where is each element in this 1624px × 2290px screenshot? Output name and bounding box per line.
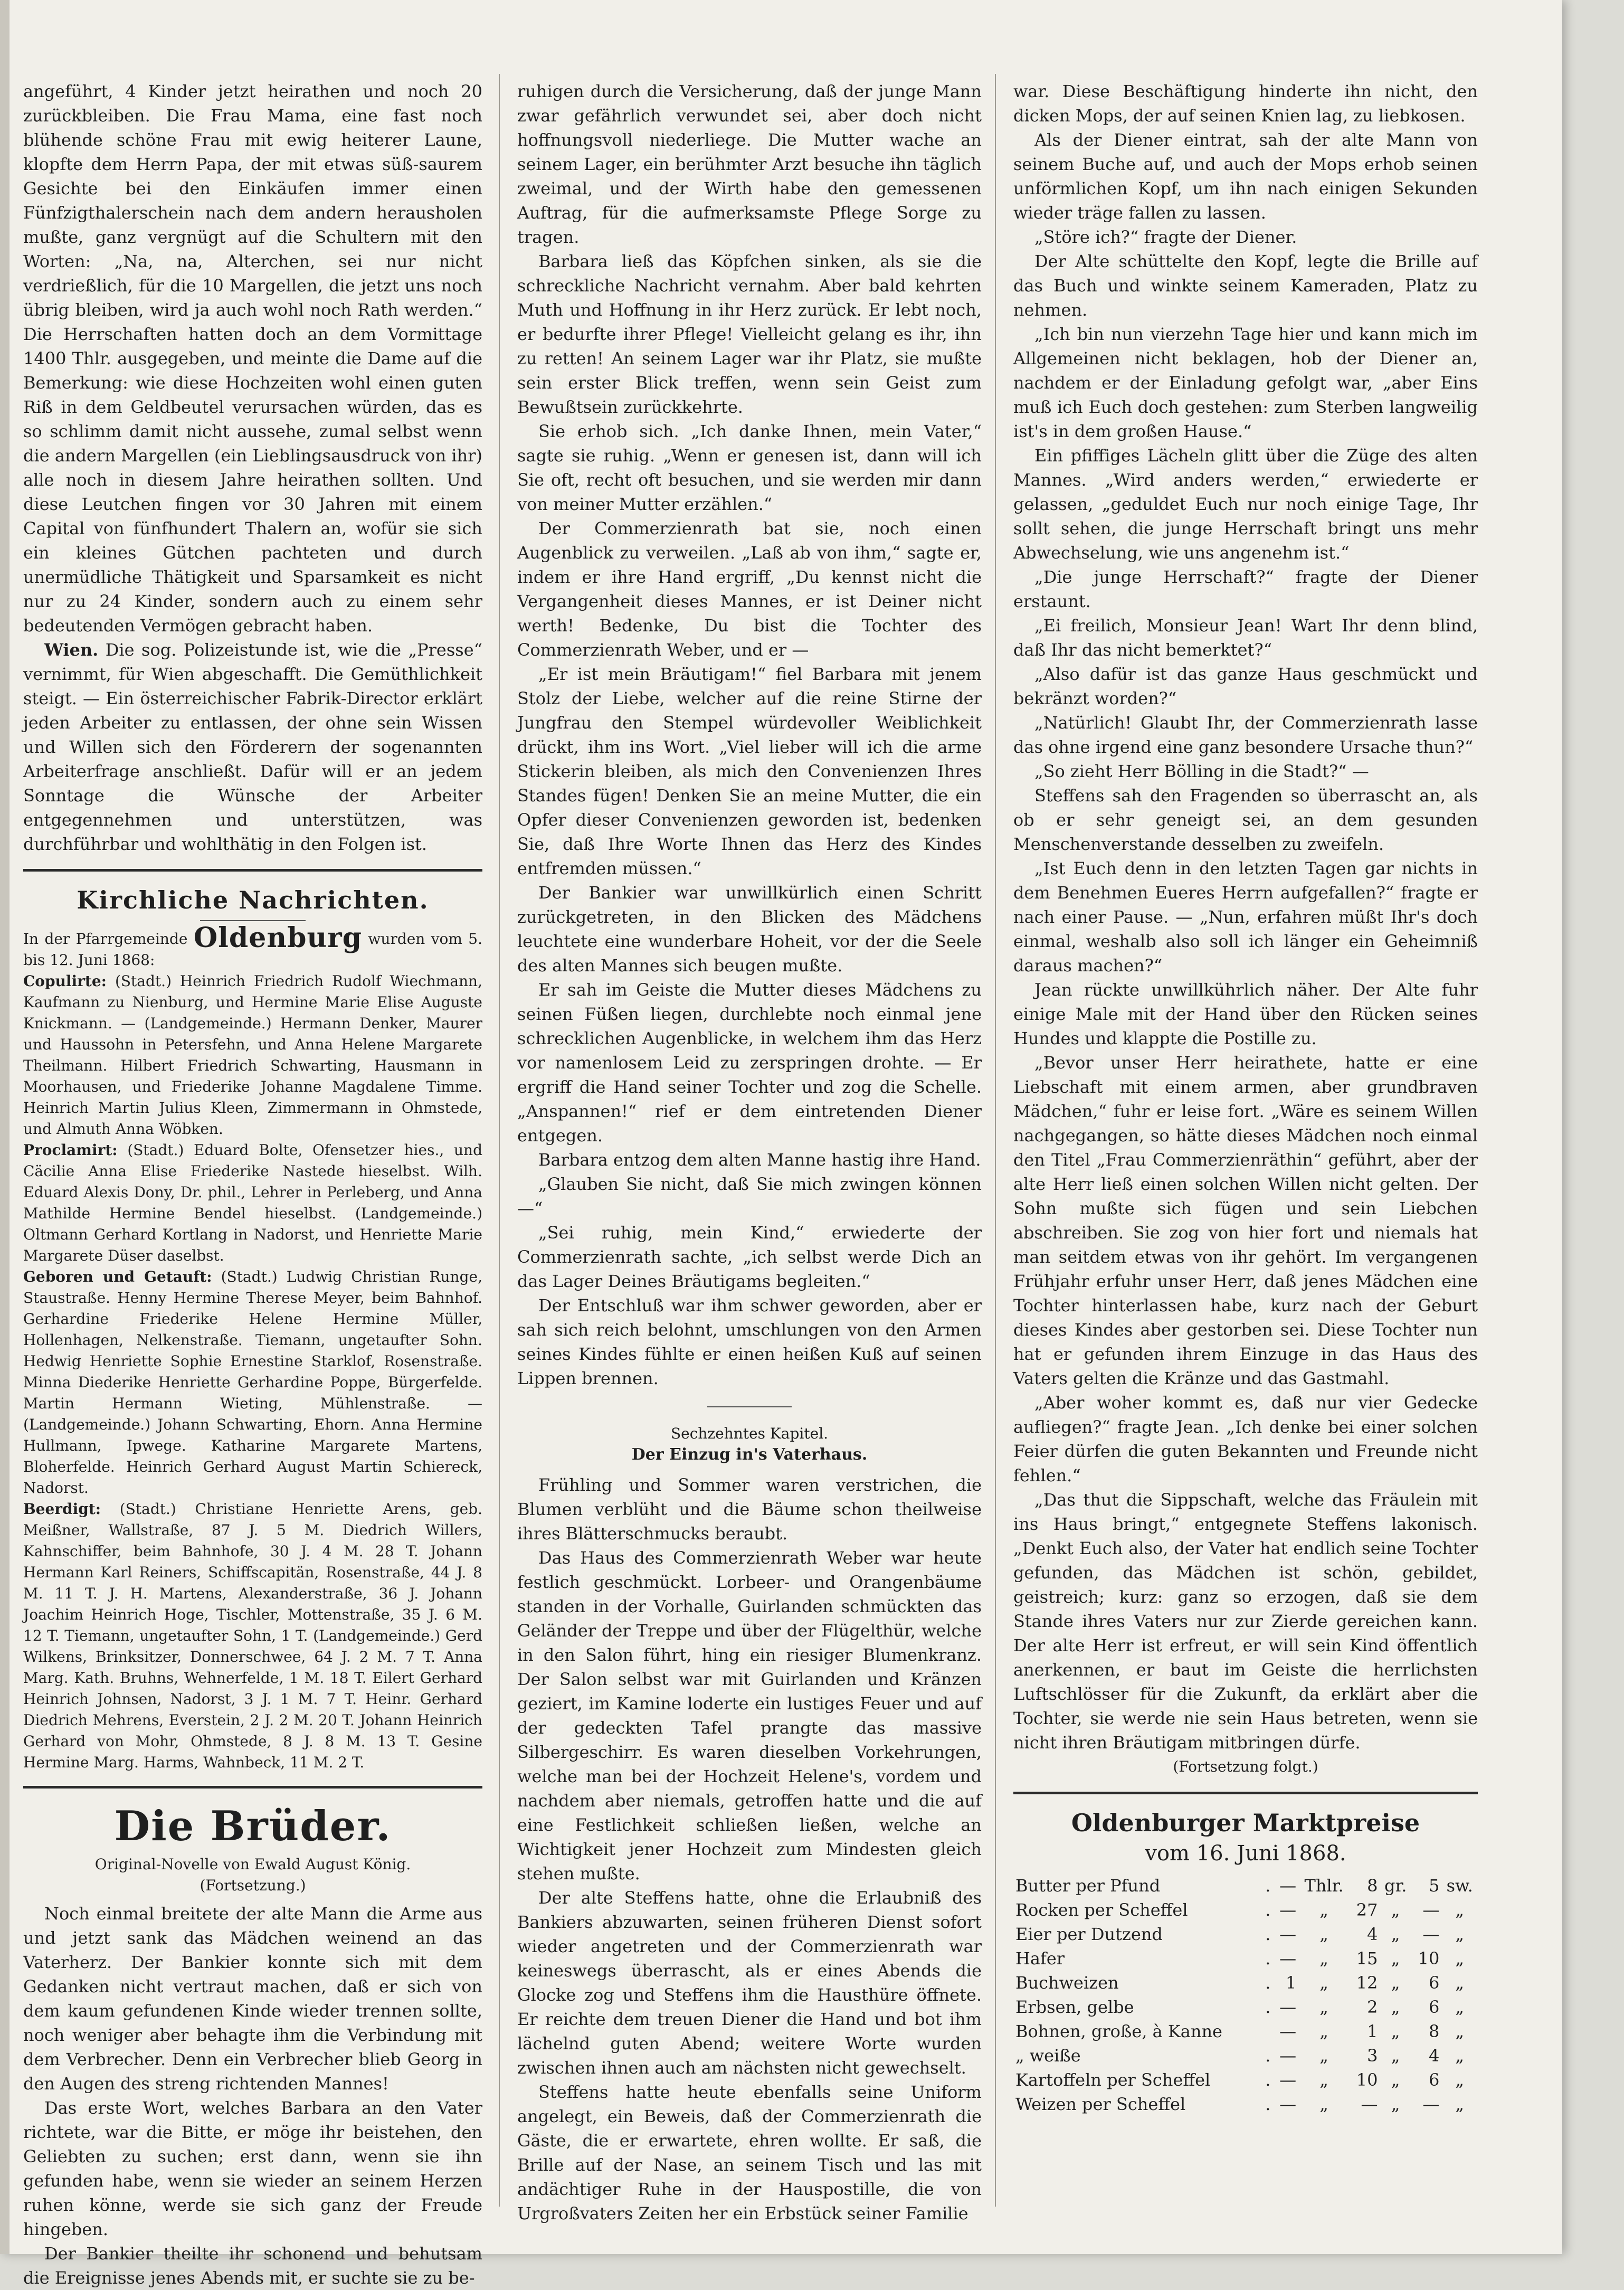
price-item: Hafer	[1015, 1948, 1065, 1969]
novel-paragraph: „Er ist mein Bräutigam!“ fiel Barbara mit jenem Stolz der Liebe, welcher auf die reine Stirne der Jungfrau den Stempel würdevoller Weiblichkeit drückt, ihm ins Wort. „Viel lieber will ich die arme Stickerin bleiben, als mich den Convenienzen Ihres Standes fügen! Denken Sie an meine Mutter, die ein Opfer dieser Convenienzen geworden ist, bedenken Sie, daß Ihre Worte Ihnen das Herz des Kindes entfremden müssen.“	[517, 664, 982, 878]
column-2	[517, 79, 982, 2226]
price-schwaren: 5	[1428, 1876, 1440, 1896]
novel-paragraph: Der Entschluß war ihm schwer geworden, aber er sah sich reich belohnt, umschlungen von den Armen seines Kindes fühlte er einen heißen Kuß auf seinen Lippen brennen.	[517, 1295, 982, 1388]
price-groschen-unit: „	[1391, 1973, 1400, 1993]
price-schwaren-unit: „	[1455, 2021, 1464, 2041]
novel-paragraph: Das erste Wort, welches Barbara an den Vater richtete, war die Bitte, er möge ihr beistehen, den Geliebten zu suchen; erst dann, wenn sie ihn gefunden habe, wenn sie wieder an seinem Herzen ruhen könne, werde sie sich ganz der Freude hingeben.	[23, 2098, 482, 2239]
novel-continuation: (Fortsetzung.)	[200, 1877, 306, 1894]
price-groschen-unit: „	[1391, 1948, 1400, 1969]
price-thaler: —	[1279, 2021, 1297, 2041]
chapter-title: Der Einzug in's Vaterhaus.	[631, 1445, 868, 1464]
price-groschen: 12	[1356, 1973, 1378, 1993]
price-thaler: —	[1279, 1948, 1297, 1969]
market-date: vom 16. Juni 1868.	[1145, 1841, 1346, 1866]
novel-paragraph: Der Commerzienrath bat sie, noch einen Augenblick zu verweilen. „Laß ab von ihm,“ sagte er, indem er ihre Hand ergriff, „Du kennst nicht die Vergangenheit dieses Mannes, er ist Deiner nicht werth! Bedenke, Du bist die Tochter des Commerzienrath Weber, und er —	[517, 518, 982, 660]
price-item: Erbsen, gelbe	[1015, 1997, 1134, 2017]
price-groschen: —	[1361, 2094, 1378, 2114]
novel-paragraph: „Ist Euch denn in den letzten Tagen gar nichts in dem Benehmen Eueres Herrn aufgefallen?“ fragte er nach einer Pause. — „Nun, erfahren müßt Ihr's doch einmal, weshalb also soll ich länger ein Geheimniß daraus machen?“	[1013, 858, 1478, 976]
church-dateline: In der Pfarrgemeinde Oldenburg wurden vom 5. bis 12. Juni 1868:	[23, 922, 482, 969]
church-section: Copulirte: (Stadt.) Heinrich Friedrich Rudolf Wiechmann, Kaufmann zu Nienburg, und Hermine Marie Elise Auguste Knickmann. — (Landgemeinde.) Hermann Denker, Maurer und Haussohn in Petersfehn, und Anna Helene Margarete Theilmann. Hilbert Friedrich Schwarting, Hausmann in Moorhausen, und Friederike Johanne Magdalene Timme. Heinrich Martin Julius Kleen, Zimmermann in Ohmstede, und Almuth Anna Wöbken.	[23, 972, 482, 1138]
price-groschen: 1	[1367, 2021, 1378, 2041]
column-1	[23, 79, 482, 2290]
price-groschen-unit: „	[1391, 2094, 1400, 2114]
church-news-title: Kirchliche Nachrichten.	[77, 886, 429, 914]
novel-paragraph: Noch einmal breitete der alte Mann die Arme aus und jetzt sank das Mädchen weinend an das Vaterherz. Der Bankier konnte sich mit dem Gedanken nicht vertraut machen, daß er sich von dem kaum gefundenen Kinde wieder trennen sollte, noch weniger aber behagte ihm die Verbindung mit dem Verbrecher. Denn ein Verbrecher blieb Georg in den Augen des streng richtenden Mannes!	[23, 1904, 482, 2094]
church-section: Beerdigt: (Stadt.) Christiane Henriette Arens, geb. Meißner, Wallstraße, 87 J. 5 M. Diedrich Willers, Kahnschiffer, beim Bahnhofe, 30 J. 4 M. 28 T. Johann Hermann Karl Reiners, Schiffscapitän, Rosenstraße, 44 J. 8 M. 11 T. J. H. Martens, Alexanderstraße, 36 J. Johann Joachim Heinrich Hoge, Tischler, Mottenstraße, 35 J. 6 M. 12 T. Tiemann, ungetaufter Sohn, 1 T. (Landgemeinde.) Gerd Wilkens, Brinksitzer, Donnerschwee, 64 J. 2 M. 7 T. Anna Marg. Kath. Bruhns, Wehnerfelde, 1 M. 18 T. Eilert Gerhard Heinrich Johnsen, Nadorst, 3 J. 1 M. 7 T. Heinr. Gerhard Diedrich Mehrens, Everstein, 2 J. 2 M. 20 T. Johann Heinrich Gerhard von Mohr, Ohmstede, 8 J. 8 M. 13 T. Gesine Hermine Marg. Harms, Wahnbeck, 11 M. 2 T.	[23, 1500, 482, 1771]
price-item: „ weiße	[1015, 2046, 1081, 2066]
novel-paragraph: „Die junge Herrschaft?“ fragte der Diener erstaunt.	[1013, 567, 1478, 611]
novel-paragraph: Steffens hatte heute ebenfalls seine Uniform angelegt, ein Beweis, daß der Commerzienrath die Gäste, die er erwartete, ehren wollte. Er saß, die Brille auf der Nase, an seinem Tisch und las mit andächtiger Ruhe in der Hauspostille, die von Urgroßvaters Zeiten her ein Erbstück seiner Familie	[517, 2082, 982, 2223]
church-section: Proclamirt: (Stadt.) Eduard Bolte, Ofensetzer hies., und Cäcilie Anna Elise Friederike Nastede hieselbst. Wilh. Eduard Alexis Dony, Dr. phil., Lehrer in Perleberg, und Anna Mathilde Hermine Bendel hieselbst. (Landgemeinde.) Oltmann Gerhard Kortlang in Nadorst, und Henriette Marie Margarete Düser daselbst.	[23, 1141, 482, 1264]
price-groschen: 15	[1356, 1948, 1378, 1969]
price-schwaren-unit: „	[1455, 1948, 1464, 1969]
price-schwaren-unit: „	[1455, 1997, 1464, 2017]
price-thaler: —	[1279, 2070, 1297, 2090]
price-groschen: 8	[1367, 1876, 1378, 1896]
market-price-table	[1013, 1873, 1478, 2116]
novel-paragraph: „Sei ruhig, mein Kind,“ erwiederte der Commerzienrath sachte, „ich selbst werde Dich an das Lager Deines Bräutigams begleiten.“	[517, 1223, 982, 1291]
price-item: Butter per Pfund	[1015, 1876, 1161, 1896]
price-groschen-unit: gr.	[1384, 1876, 1407, 1896]
novel-paragraph: „Ich bin nun vierzehn Tage hier und kann mich im Allgemeinen nicht beklagen, hob der Diener an, nachdem er der Einladung gefolgt war, „aber Eins muß ich Euch doch gestehen: zum Sterben langweilig ist's in dem großen Hause.“	[1013, 324, 1478, 441]
price-groschen-unit: „	[1391, 1997, 1400, 2017]
price-groschen: 10	[1356, 2070, 1378, 2090]
novel-paragraph: „So zieht Herr Bölling in die Stadt?“ —	[1034, 761, 1369, 781]
price-dots: .	[1265, 1973, 1271, 1993]
novel-paragraph: Jean rückte unwillkührlich näher. Der Alte fuhr einige Male mit der Hand über den Rücken seines Hundes und klappte die Postille zu.	[1013, 980, 1478, 1048]
novel-paragraph: „Das thut die Sippschaft, welche das Fräulein mit ins Haus bringt,“ entgegnete Steffens lakonisch. „Denkt Euch also, der Vater hat endlich seine Tochter gefunden, das Mädchen ist schön, gebildet, geistreich; kurz: ganz so erzogen, daß sie dem Stande ihres Vaters nur zur Zierde gereichen kann. Der alte Herr ist erfreut, er will sein Kind öffentlich anerkennen, er baut im Geiste die herrlichsten Luftschlösser für die Zukunft, da erklärt aber die Tochter, sie werde nie sein Haus betreten, wenn sie nicht ihren Bräutigam mitbringen dürfe.	[1013, 1490, 1478, 1753]
price-groschen-unit: „	[1391, 1924, 1400, 1944]
price-thaler: —	[1279, 1876, 1297, 1896]
novel-paragraph: Steffens sah den Fragenden so überrascht an, als ob er sehr geneigt sei, an dem gesunden Menschenverstande desselben zu zweifeln.	[1013, 786, 1478, 854]
price-item: Eier per Dutzend	[1015, 1924, 1163, 1944]
novel-author: Original-Novelle von Ewald August König.	[94, 1856, 411, 1873]
price-thaler: —	[1279, 1924, 1297, 1944]
price-thaler-unit: „	[1319, 2046, 1328, 2066]
section-rule	[1013, 1792, 1478, 1794]
price-schwaren: 4	[1428, 2046, 1440, 2066]
novel-paragraph: „Störe ich?“ fragte der Diener.	[1034, 227, 1297, 247]
novel-paragraph: Er sah im Geiste die Mutter dieses Mädchens zu seinen Füßen liegen, durchlebte noch einmal jene schrecklichen Augenblicke, in welchem ihm das Herz vor namenlosem Leid zu zerspringen drohte. — Er ergriff die Hand seiner Tochter und zog die Schelle. „Anspannen!“ rief er dem eintretenden Diener entgegen.	[517, 980, 982, 1146]
price-dots: .	[1265, 1924, 1271, 1944]
price-thaler-unit: „	[1319, 1973, 1328, 1993]
price-schwaren-unit: sw.	[1446, 1876, 1473, 1896]
novel-paragraph: ruhigen durch die Versicherung, daß der junge Mann zwar gefährlich verwundet sei, aber doch nicht hoffnungsvoll niederliege. Die Mutter wache an seinem Lager, ein berühmter Arzt besuche ihn täglich zweimal, und der Wirth habe den gemessenen Auftrag, für die aufmerksamste Pflege Sorge zu tragen.	[517, 81, 982, 247]
price-dots: .	[1265, 2046, 1271, 2066]
price-thaler-unit: „	[1319, 1997, 1328, 2017]
price-schwaren-unit: „	[1455, 1900, 1464, 1920]
novel-paragraph: Der alte Steffens hatte, ohne die Erlaubniß des Bankiers abzuwarten, seinen früheren Dienst sofort wieder angetreten und der Commerzienrath war keineswegs überrascht, als er eines Abends die Glocke zog und Steffens ihm die Hausthüre öffnete. Er reichte dem treuen Diener die Hand und bot ihm lächelnd guten Abend; weitere Worte wurden zwischen ihnen auch am nächsten nicht gewechselt.	[517, 1888, 982, 2078]
price-row	[1013, 1873, 1478, 1898]
novel-paragraph: Barbara entzog dem alten Manne hastig ihre Hand.	[538, 1150, 981, 1170]
price-schwaren-unit: „	[1455, 2094, 1464, 2114]
price-schwaren: 6	[1428, 2070, 1440, 2090]
title-rule	[200, 920, 306, 921]
price-groschen-unit: „	[1391, 2046, 1400, 2066]
price-dots: .	[1265, 1876, 1271, 1896]
church-city: Oldenburg	[193, 922, 363, 954]
market-title: Oldenburger Marktpreise	[1071, 1809, 1420, 1837]
column-divider	[995, 74, 996, 2207]
price-groschen: 27	[1356, 1900, 1378, 1920]
price-row	[1013, 1971, 1478, 1995]
price-dots: .	[1265, 1997, 1271, 2017]
price-thaler: —	[1279, 2046, 1297, 2066]
price-dots: .	[1265, 2094, 1271, 2114]
price-schwaren: —	[1422, 1924, 1440, 1944]
novel-paragraph: Der Bankier theilte ihr schonend und behutsam die Ereignisse jenes Abends mit, er suchte sie zu be-	[23, 2244, 482, 2288]
novel-paragraph: „Natürlich! Glaubt Ihr, der Commerzienrath lasse das ohne irgend eine ganz besondere Ursache thun?“	[1013, 713, 1478, 757]
novel-paragraph: Als der Diener eintrat, sah der alte Mann von seinem Buche auf, und auch der Mops erhob seinen unförmlichen Kopf, um ihn nach einigen Sekunden wieder träge fallen zu lassen.	[1013, 130, 1478, 223]
novel-paragraph: „Glauben Sie nicht, daß Sie mich zwingen können —“	[517, 1174, 982, 1218]
price-schwaren: —	[1422, 2094, 1440, 2114]
wien-paragraph	[23, 638, 482, 856]
price-dots: .	[1265, 1900, 1271, 1920]
chapter-number: Sechzehntes Kapitel.	[670, 1425, 829, 1442]
church-section: Geboren und Getauft: (Stadt.) Ludwig Christian Runge, Staustraße. Henny Hermine Therese Meyer, beim Bahnhof. Gerhardine Friederike Helene Hermine Müller, Hollenhagen, Nelkenstraße. Tiemann, ungetaufter Sohn. Hedwig Henriette Sophie Ernestine Starklof, Rosenstraße. Minna Diederike Henriette Gerhardine Poppe, Bürgerfelde. Martin Hermann Wieting, Mühlenstraße. — (Landgemeinde.) Johann Schwarting, Ehorn. Anna Hermine Hullmann, Ipwege. Katharine Margarete Martens, Bloherfelde. Heinrich Gerhard August Martin Schiereck, Nadorst.	[23, 1268, 482, 1497]
price-thaler-unit: „	[1319, 2021, 1328, 2041]
novel-title: Die Brüder.	[114, 1802, 392, 1850]
wien-runin: Wien.	[44, 640, 99, 660]
price-item: Buchweizen	[1015, 1973, 1119, 1993]
price-schwaren: 6	[1428, 1973, 1440, 1993]
price-thaler: —	[1279, 2094, 1297, 2114]
price-thaler: —	[1279, 1900, 1297, 1920]
price-groschen-unit: „	[1391, 1900, 1400, 1920]
continued-note: (Fortsetzung folgt.)	[1173, 1758, 1318, 1775]
article-paragraph: angeführt, 4 Kinder jetzt heirathen und noch 20 zurückbleiben. Die Frau Mama, eine fast noch blühende schöne Frau mit ewig heiterer Laune, klopfte dem Herrn Papa, der mit etwas süß-saurem Gesichte bei den Einkäufen immer einen Fünfzigthalerschein nach dem andern herausholen mußte, ganz vergnügt auf die Schultern mit den Worten: „Na, na, Alterchen, sei nur nicht verdrießlich, für die 10 Margellen, die jetzt uns noch übrig bleiben, wird ja auch wohl noch Rath werden.“ Die Herrschaften hatten doch an dem Vormittage 1400 Thlr. ausgegeben, und meinte die Dame auf die Bemerkung: wie diese Hochzeiten wohl einen guten Riß in dem Geldbeutel verursachen würden, das es so schlimm damit nicht aussehe, zumal selbst wenn die andern Margellen (ein Lieblingsausdruck von ihr) alle noch in diesem Jahre heirathen sollten. Und diese Leutchen fingen vor 30 Jahren mit einem Capital von fünfhundert Thalern an, wofür sie sich ein kleines Gütchen pachteten und durch unermüdliche Thätigkeit und Sparsamkeit es nicht nur zu 24 Kinder, sondern auch zu einem sehr bedeutenden Vermögen gebracht haben.	[23, 81, 482, 636]
price-row	[1013, 2019, 1478, 2043]
price-groschen-unit: „	[1391, 2070, 1400, 2090]
novel-paragraph: war. Diese Beschäftigung hinderte ihn nicht, den dicken Mops, der auf seinen Knien lag, zu liebkosen.	[1013, 81, 1478, 126]
price-row	[1013, 1995, 1478, 2019]
price-schwaren: 6	[1428, 1997, 1440, 2017]
price-row	[1013, 2043, 1478, 2068]
price-item: Bohnen, große, à Kanne	[1015, 2021, 1222, 2041]
price-thaler-unit: „	[1319, 1924, 1328, 1944]
chapter-rule	[707, 1406, 792, 1407]
price-groschen: 2	[1367, 1997, 1378, 2017]
novel-paragraph: Ein pfiffiges Lächeln glitt über die Züge des alten Mannes. „Wird anders werden,“ erwiederte er gelassen, „geduldet Euch nur noch einige Tage, Ihr sollt sehen, die junge Herrschaft bringt uns mehr Abwechselung, wie uns angenehm ist.“	[1013, 446, 1478, 563]
novel-paragraph: Barbara ließ das Köpfchen sinken, als sie die schreckliche Nachricht vernahm. Aber bald kehrten Muth und Hoffnung in ihr Herz zurück. Er lebt noch, er bedurfte ihrer Pflege! Vielleicht gelang es ihr, ihn zu retten! An seinem Lager war ihr Platz, sie mußte sein erster Blick treffen, wenn sein Geist zum Bewußtsein zurückkehrte.	[517, 251, 982, 417]
novel-paragraph: „Also dafür ist das ganze Haus geschmückt und bekränzt worden?“	[1013, 664, 1478, 708]
price-row	[1013, 2092, 1478, 2116]
novel-paragraph: „Aber woher kommt es, daß nur vier Gedecke aufliegen?“ fragte Jean. „Ich denke bei einer solchen Feier dürfen die guten Bekannten und Freunde nicht fehlen.“	[1013, 1393, 1478, 1485]
novel-paragraph: Frühling und Sommer waren verstrichen, die Blumen verblüht und die Bäume schon theilweise ihres Blätterschmucks beraubt.	[517, 1475, 982, 1544]
section-rule	[23, 869, 482, 872]
novel-paragraph: Das Haus des Commerzienrath Weber war heute festlich geschmückt. Lorbeer- und Orangenbäume standen in der Vorhalle, Guirlanden schmückten das Geländer der Treppe und über der Flügelthür, welche in den Salon führt, hing ein riesiger Blumenkranz. Der Salon selbst war mit Guirlanden und Kränzen geziert, im Kamine loderte ein lustiges Feuer und auf der gedeckten Tafel prangte das massive Silbergeschirr. Es waren dieselben Vorkehrungen, welche man bei der Hochzeit Helene's, vordem und nachdem aber niemals, getroffen hatte und die auf eine Festlichkeit schließen ließen, welche an Wichtigkeit jener Hochzeit zum Mindesten gleich stehen mußte.	[517, 1548, 982, 1884]
price-thaler-unit: Thlr.	[1304, 1876, 1344, 1896]
price-item: Weizen per Scheffel	[1015, 2094, 1186, 2114]
price-schwaren: 10	[1418, 1948, 1440, 1969]
price-schwaren-unit: „	[1455, 1924, 1464, 1944]
price-dots: .	[1265, 1948, 1271, 1969]
column-divider	[499, 74, 500, 2207]
price-row	[1013, 1946, 1478, 1971]
price-thaler-unit: „	[1319, 1948, 1328, 1969]
novel-paragraph: Der Alte schüttelte den Kopf, legte die Brille auf das Buch und winkte seinem Kameraden, Platz zu nehmen.	[1013, 251, 1478, 320]
price-schwaren: 8	[1428, 2021, 1440, 2041]
novel-paragraph: Der Bankier war unwillkürlich einen Schritt zurückgetreten, in den Blicken des Mädchens leuchtete eine wunderbare Hoheit, vor der die Seele des alten Mannes sich beugen mußte.	[517, 883, 982, 976]
price-schwaren-unit: „	[1455, 1973, 1464, 1993]
price-thaler-unit: „	[1319, 2094, 1328, 2114]
price-row	[1013, 2068, 1478, 2092]
price-item: Kartoffeln per Scheffel	[1015, 2070, 1211, 2090]
price-groschen: 3	[1367, 2046, 1378, 2066]
novel-paragraph: „Bevor unser Herr heirathete, hatte er eine Liebschaft mit einem armen, aber grundbraven Mädchen,“ fuhr er leise fort. „Wäre es seinem Willen nachgegangen, so hätte dieses Mädchen noch einmal den Titel „Frau Commerzienräthin“ geführt, aber der alte Herr ließ einen solchen Willen nicht gelten. Der Sohn mußte sich fügen und sein Liebchen abschreiben. Sie zog von hier fort und niemals hat man seitdem etwas von ihr gehört. Im vergangenen Frühjahr erfuhr unser Herr, daß jenes Mädchen eine Tochter hinterlassen habe, kurz nach der Geburt dieses Kindes aber gestorben sei. Diese Tochter nun hat er gefunden ihrem Einzuge in das Haus des Vaters gelten die Kränze und das Gastmahl.	[1013, 1053, 1478, 1388]
price-schwaren-unit: „	[1455, 2046, 1464, 2066]
price-schwaren: —	[1422, 1900, 1440, 1920]
column-3	[1013, 79, 1478, 2116]
price-thaler-unit: „	[1319, 2070, 1328, 2090]
price-item: Rocken per Scheffel	[1015, 1900, 1188, 1920]
price-dots: .	[1265, 2070, 1271, 2090]
price-groschen: 4	[1367, 1924, 1378, 1944]
wien-text: Die sog. Polizeistunde ist, wie die „Presse“ vernimmt, für Wien abgeschafft. Die Gemüthlichkeit steigt. — Ein österreichischer Fabrik-Director erklärt jeden Arbeiter zu entlassen, der ohne sein Wissen und Willen sich den Förderern der sogenannten Arbeiterfrage anschließt. Dafür will er an jedem Sonntage die Wünsche der Arbeiter entgegennehmen und unterstützen, was durchführbar und wohlthätig in den Folgen ist.	[23, 640, 482, 854]
price-thaler: 1	[1285, 1973, 1297, 1993]
price-groschen-unit: „	[1391, 2021, 1400, 2041]
novel-paragraph: „Ei freilich, Monsieur Jean! Wart Ihr denn blind, daß Ihr das nicht bemerktet?“	[1013, 616, 1478, 660]
novel-paragraph: Sie erhob sich. „Ich danke Ihnen, mein Vater,“ sagte sie ruhig. „Wenn er genesen ist, dann will ich Sie oft, recht oft besuchen, und sie werden mir dann von meiner Mutter erzählen.“	[517, 421, 982, 514]
price-thaler: —	[1279, 1997, 1297, 2017]
price-row	[1013, 1922, 1478, 1946]
price-dots	[1262, 2019, 1274, 2043]
price-row	[1013, 1898, 1478, 1922]
section-rule	[23, 1786, 482, 1789]
price-schwaren-unit: „	[1455, 2070, 1464, 2090]
price-thaler-unit: „	[1319, 1900, 1328, 1920]
binding-edge	[0, 0, 10, 2254]
